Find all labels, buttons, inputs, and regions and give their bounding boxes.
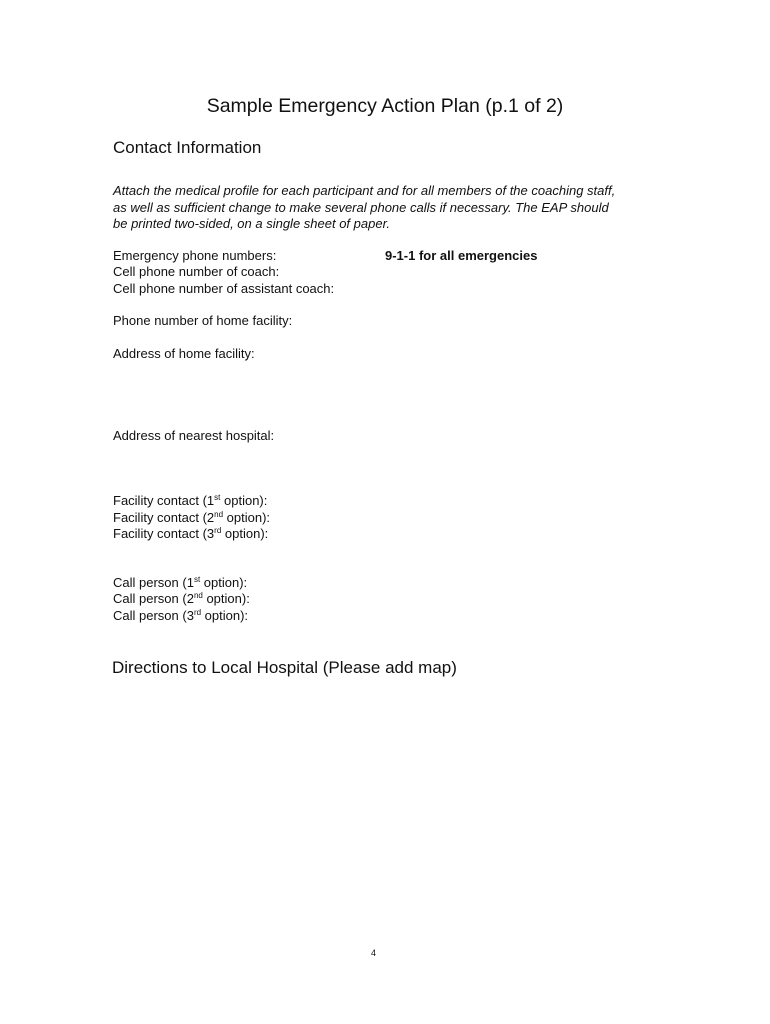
page-title: Sample Emergency Action Plan (p.1 of 2) [206, 95, 564, 117]
directions-heading: Directions to Local Hospital (Please add map) [112, 658, 457, 677]
contact-information-heading: Contact Information [113, 138, 262, 157]
emergency-phone-value: 9-1-1 for all emergencies [385, 248, 538, 263]
facility-contact-line: Facility contact (2nd option): [113, 510, 271, 525]
instructions-paragraph [113, 183, 673, 233]
assistant-coach-cell-label: Cell phone number of assistant coach: [113, 281, 335, 296]
page-number: 4 [370, 948, 376, 958]
instructions-line: be printed two-sided, on a single sheet of paper. [113, 216, 391, 231]
call-person-line: Call person (2nd option): [113, 591, 250, 606]
nearest-hospital-address-label: Address of nearest hospital: [113, 428, 275, 443]
coach-cell-label: Cell phone number of coach: [113, 264, 280, 279]
home-facility-phone-label: Phone number of home facility: [113, 313, 293, 328]
facility-contact-line: Facility contact (3rd option): [113, 526, 269, 541]
call-person-line: Call person (1st option): [113, 575, 248, 590]
call-person-line: Call person (3rd option): [113, 608, 249, 623]
emergency-phone-label: Emergency phone numbers: [113, 248, 277, 263]
home-facility-address-label: Address of home facility: [113, 346, 255, 361]
facility-contact-line: Facility contact (1st option): [113, 493, 268, 508]
instructions-line: Attach the medical profile for each participant and for all members of the coaching staff, [113, 183, 616, 198]
instructions-line: as well as sufficient change to make several phone calls if necessary. The EAP should [113, 199, 609, 215]
